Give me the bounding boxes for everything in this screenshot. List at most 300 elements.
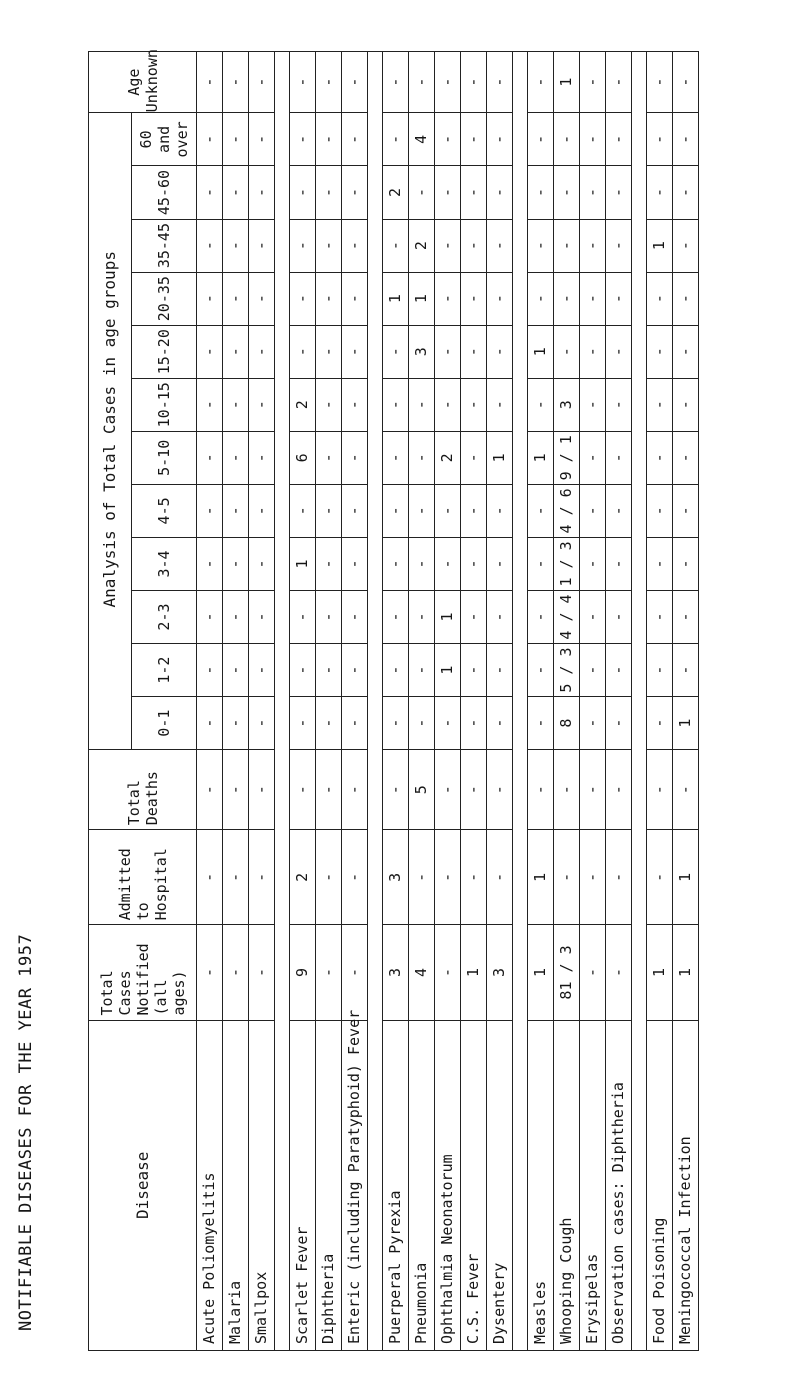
age-cell: - bbox=[342, 697, 368, 750]
age-cell: - bbox=[223, 219, 249, 272]
age-cell: - bbox=[249, 166, 275, 219]
age-cell: - bbox=[435, 52, 461, 113]
age-cell: - bbox=[435, 113, 461, 166]
table-row bbox=[487, 52, 513, 1351]
age-cell: - bbox=[647, 644, 673, 697]
table-row bbox=[383, 52, 409, 1351]
age-cell: - bbox=[606, 219, 632, 272]
age-cell: - bbox=[316, 644, 342, 697]
age-cell: 2 bbox=[290, 378, 316, 431]
age-cell: - bbox=[606, 697, 632, 750]
age-cell: - bbox=[580, 431, 606, 484]
age-cell: - bbox=[409, 644, 435, 697]
age-cell: 6 bbox=[290, 431, 316, 484]
deaths-cell: - bbox=[249, 750, 275, 830]
notified-cell: 3 bbox=[487, 925, 513, 1020]
age-cell: - bbox=[316, 537, 342, 590]
age-cell: - bbox=[528, 113, 554, 166]
notified-cell: - bbox=[342, 925, 368, 1020]
age-cell: - bbox=[673, 52, 699, 113]
age-cell: - bbox=[580, 484, 606, 537]
age-cell: - bbox=[461, 113, 487, 166]
age-cell: - bbox=[223, 166, 249, 219]
age-cell: - bbox=[342, 378, 368, 431]
age-cell: - bbox=[673, 431, 699, 484]
notified-cell: 4 bbox=[409, 925, 435, 1020]
age-cell: - bbox=[342, 325, 368, 378]
age-cell: - bbox=[580, 325, 606, 378]
age-cell: - bbox=[606, 113, 632, 166]
notified-cell: - bbox=[249, 925, 275, 1020]
age-cell: - bbox=[342, 537, 368, 590]
age-cell: - bbox=[580, 166, 606, 219]
admitted-cell: 3 bbox=[383, 830, 409, 925]
age-cell: - bbox=[647, 697, 673, 750]
disease-name: Smallpox bbox=[249, 1020, 275, 1350]
age-cell: - bbox=[461, 644, 487, 697]
age-cell: 3 bbox=[409, 325, 435, 378]
notified-cell: 3 bbox=[383, 925, 409, 1020]
age-cell: - bbox=[197, 431, 223, 484]
age-header: 1-2 bbox=[132, 644, 197, 697]
age-cell: - bbox=[580, 537, 606, 590]
admitted-cell: - bbox=[606, 830, 632, 925]
age-header: 20-35 bbox=[132, 272, 197, 325]
spacer-cell bbox=[632, 52, 647, 1351]
deaths-cell: - bbox=[290, 750, 316, 830]
age-cell: - bbox=[249, 378, 275, 431]
age-cell: - bbox=[554, 219, 580, 272]
age-cell: - bbox=[647, 272, 673, 325]
page-heading: NOTIFIABLE DISEASES FOR THE YEAR 1957 bbox=[16, 933, 36, 1331]
admitted-cell: - bbox=[197, 830, 223, 925]
age-header: 3-4 bbox=[132, 537, 197, 590]
age-cell: - bbox=[647, 590, 673, 643]
admitted-cell: - bbox=[435, 830, 461, 925]
age-cell: - bbox=[409, 484, 435, 537]
spacer-cell bbox=[275, 52, 290, 1351]
table-row bbox=[249, 52, 275, 1351]
admitted-cell: - bbox=[316, 830, 342, 925]
age-cell: - bbox=[647, 484, 673, 537]
age-cell: - bbox=[316, 52, 342, 113]
disease-name: Meningococcal Infection bbox=[673, 1020, 699, 1350]
age-cell: - bbox=[554, 166, 580, 219]
age-cell: 1 bbox=[435, 590, 461, 643]
age-cell: - bbox=[383, 537, 409, 590]
age-cell: - bbox=[528, 272, 554, 325]
age-header: 35-45 bbox=[132, 219, 197, 272]
age-cell: - bbox=[461, 272, 487, 325]
age-cell: - bbox=[487, 166, 513, 219]
age-cell: - bbox=[435, 537, 461, 590]
age-cell: - bbox=[342, 431, 368, 484]
deaths-cell: - bbox=[606, 750, 632, 830]
age-cell: - bbox=[461, 219, 487, 272]
age-cell: - bbox=[580, 590, 606, 643]
age-cell: - bbox=[461, 378, 487, 431]
age-cell: - bbox=[197, 52, 223, 113]
age-cell: - bbox=[197, 590, 223, 643]
age-cell: - bbox=[197, 378, 223, 431]
notified-header: Total Cases Notified (all ages) bbox=[89, 925, 197, 1020]
age-cell: - bbox=[673, 644, 699, 697]
age-cell: - bbox=[249, 113, 275, 166]
age-cell: - bbox=[461, 325, 487, 378]
disease-name: Pneumonia bbox=[409, 1020, 435, 1350]
table-row bbox=[316, 52, 342, 1351]
age-cell: - bbox=[673, 484, 699, 537]
deaths-cell: - bbox=[197, 750, 223, 830]
table-row bbox=[409, 52, 435, 1351]
admitted-cell: - bbox=[249, 830, 275, 925]
age-cell: - bbox=[554, 272, 580, 325]
table-row bbox=[647, 52, 673, 1351]
age-cell: 8 bbox=[554, 697, 580, 750]
spacer-row bbox=[632, 52, 647, 1351]
disease-name: Puerperal Pyrexia bbox=[383, 1020, 409, 1350]
admitted-cell: 1 bbox=[528, 830, 554, 925]
age-cell: - bbox=[290, 325, 316, 378]
notified-cell: 1 bbox=[461, 925, 487, 1020]
age-cell: 5 / 3 bbox=[554, 644, 580, 697]
deaths-cell: - bbox=[528, 750, 554, 830]
admitted-cell: - bbox=[647, 830, 673, 925]
age-cell: - bbox=[197, 219, 223, 272]
deaths-cell: - bbox=[580, 750, 606, 830]
age-cell: - bbox=[528, 697, 554, 750]
age-cell: - bbox=[383, 113, 409, 166]
age-cell: - bbox=[606, 272, 632, 325]
age-header: 10-15 bbox=[132, 378, 197, 431]
age-cell: - bbox=[249, 537, 275, 590]
admitted-cell: 2 bbox=[290, 830, 316, 925]
age-header: 0-1 bbox=[132, 697, 197, 750]
age-cell: - bbox=[223, 272, 249, 325]
age-cell: - bbox=[606, 325, 632, 378]
age-cell: - bbox=[342, 52, 368, 113]
notified-cell: - bbox=[223, 925, 249, 1020]
age-cell: - bbox=[223, 52, 249, 113]
spacer-cell bbox=[368, 52, 383, 1351]
spacer-row bbox=[368, 52, 383, 1351]
table-row bbox=[342, 52, 368, 1351]
age-header: 2-3 bbox=[132, 590, 197, 643]
admitted-cell: - bbox=[409, 830, 435, 925]
deaths-cell: - bbox=[647, 750, 673, 830]
age-cell: - bbox=[580, 52, 606, 113]
disease-name: Whooping Cough bbox=[554, 1020, 580, 1350]
age-cell: - bbox=[223, 590, 249, 643]
age-cell: - bbox=[580, 378, 606, 431]
age-cell: - bbox=[197, 484, 223, 537]
notified-cell: 9 bbox=[290, 925, 316, 1020]
age-cell: - bbox=[647, 325, 673, 378]
age-cell: - bbox=[342, 484, 368, 537]
age-cell: 1 bbox=[409, 272, 435, 325]
age-cell: - bbox=[554, 113, 580, 166]
age-cell: - bbox=[249, 219, 275, 272]
age-cell: - bbox=[487, 52, 513, 113]
age-cell: - bbox=[197, 325, 223, 378]
admitted-cell: - bbox=[342, 830, 368, 925]
age-cell: - bbox=[647, 378, 673, 431]
age-cell: - bbox=[580, 697, 606, 750]
notified-cell: - bbox=[316, 925, 342, 1020]
age-cell: - bbox=[647, 113, 673, 166]
age-cell: - bbox=[316, 113, 342, 166]
age-cell: - bbox=[606, 484, 632, 537]
age-cell: - bbox=[528, 484, 554, 537]
age-cell: 4 / 4 bbox=[554, 590, 580, 643]
age-cell: - bbox=[383, 431, 409, 484]
age-cell: - bbox=[223, 325, 249, 378]
age-cell: - bbox=[409, 590, 435, 643]
age-cell: - bbox=[249, 325, 275, 378]
age-header: 15-20 bbox=[132, 325, 197, 378]
disease-name: Malaria bbox=[223, 1020, 249, 1350]
age-cell: 1 bbox=[647, 219, 673, 272]
age-cell: - bbox=[249, 52, 275, 113]
age-cell: - bbox=[606, 378, 632, 431]
age-cell: 1 / 3 bbox=[554, 537, 580, 590]
notified-cell: - bbox=[197, 925, 223, 1020]
age-cell: - bbox=[673, 590, 699, 643]
age-cell: - bbox=[487, 644, 513, 697]
age-cell: - bbox=[290, 113, 316, 166]
age-cell: - bbox=[223, 537, 249, 590]
age-cell: - bbox=[197, 272, 223, 325]
age-cell: 2 bbox=[409, 219, 435, 272]
age-cell: 1 bbox=[435, 644, 461, 697]
age-cell: - bbox=[606, 431, 632, 484]
age-cell: 1 bbox=[290, 537, 316, 590]
age-cell: - bbox=[435, 219, 461, 272]
age-cell: - bbox=[316, 590, 342, 643]
age-cell: - bbox=[528, 166, 554, 219]
age-cell: - bbox=[435, 325, 461, 378]
age-cell: - bbox=[316, 484, 342, 537]
age-cell: - bbox=[383, 219, 409, 272]
age-cell: - bbox=[528, 590, 554, 643]
deaths-cell: 5 bbox=[409, 750, 435, 830]
age-cell: - bbox=[342, 113, 368, 166]
age-cell: - bbox=[580, 113, 606, 166]
notified-cell: 1 bbox=[647, 925, 673, 1020]
age-cell: - bbox=[435, 484, 461, 537]
age-cell: - bbox=[409, 166, 435, 219]
age-cell: - bbox=[197, 166, 223, 219]
age-cell: - bbox=[342, 166, 368, 219]
age-cell: - bbox=[487, 484, 513, 537]
notified-cell: 81 / 3 bbox=[554, 925, 580, 1020]
age-cell: - bbox=[528, 52, 554, 113]
age-cell: - bbox=[249, 697, 275, 750]
age-cell: - bbox=[528, 644, 554, 697]
age-header: 5-10 bbox=[132, 431, 197, 484]
age-cell: - bbox=[647, 537, 673, 590]
age-cell: - bbox=[316, 272, 342, 325]
age-cell: - bbox=[342, 219, 368, 272]
disease-name: Measles bbox=[528, 1020, 554, 1350]
age-cell: - bbox=[528, 219, 554, 272]
age-cell: - bbox=[383, 484, 409, 537]
table-row bbox=[290, 52, 316, 1351]
disease-name: Scarlet Fever bbox=[290, 1020, 316, 1350]
age-cell: - bbox=[461, 484, 487, 537]
age-cell: 2 bbox=[383, 166, 409, 219]
notifiable-diseases-table bbox=[88, 51, 699, 1351]
age-cell: 1 bbox=[487, 431, 513, 484]
age-cell: - bbox=[435, 272, 461, 325]
age-cell: - bbox=[673, 166, 699, 219]
age-cell: - bbox=[290, 219, 316, 272]
age-cell: - bbox=[435, 378, 461, 431]
disease-header: Disease bbox=[89, 1020, 197, 1350]
disease-name: Erysipelas bbox=[580, 1020, 606, 1350]
age-cell: - bbox=[487, 272, 513, 325]
age-header: 45-60 bbox=[132, 166, 197, 219]
table-row bbox=[580, 52, 606, 1351]
age-cell: - bbox=[461, 697, 487, 750]
age-cell: - bbox=[383, 590, 409, 643]
deaths-cell: - bbox=[461, 750, 487, 830]
age-cell: - bbox=[223, 484, 249, 537]
age-cell: - bbox=[606, 644, 632, 697]
age-cell: - bbox=[409, 697, 435, 750]
age-cell: - bbox=[290, 697, 316, 750]
table-row bbox=[461, 52, 487, 1351]
age-header: 60 and over bbox=[132, 113, 197, 166]
age-cell: - bbox=[316, 697, 342, 750]
age-cell: - bbox=[487, 378, 513, 431]
age-cell: 1 bbox=[383, 272, 409, 325]
disease-name: C.S. Fever bbox=[461, 1020, 487, 1350]
age-cell: - bbox=[223, 644, 249, 697]
age-cell: - bbox=[606, 590, 632, 643]
age-cell: - bbox=[316, 166, 342, 219]
age-cell: - bbox=[223, 431, 249, 484]
age-cell: - bbox=[409, 378, 435, 431]
age-cell: - bbox=[580, 272, 606, 325]
table-row bbox=[223, 52, 249, 1351]
age-cell: - bbox=[487, 697, 513, 750]
age-cell: - bbox=[673, 537, 699, 590]
admitted-cell: - bbox=[223, 830, 249, 925]
spacer-cell bbox=[513, 52, 528, 1351]
age-cell: 1 bbox=[528, 431, 554, 484]
table-row bbox=[528, 52, 554, 1351]
age-cell: - bbox=[249, 590, 275, 643]
age-cell: - bbox=[290, 590, 316, 643]
age-cell: - bbox=[673, 113, 699, 166]
age-cell: - bbox=[673, 219, 699, 272]
age-cell: - bbox=[647, 166, 673, 219]
age-cell: 1 bbox=[528, 325, 554, 378]
age-cell: - bbox=[342, 644, 368, 697]
admitted-cell: - bbox=[487, 830, 513, 925]
age-cell: - bbox=[290, 484, 316, 537]
disease-name: Food Poisoning bbox=[647, 1020, 673, 1350]
age-cell: - bbox=[435, 697, 461, 750]
age-cell: - bbox=[606, 52, 632, 113]
age-group-header: Analysis of Total Cases in age groups bbox=[89, 113, 132, 750]
deaths-cell: - bbox=[316, 750, 342, 830]
age-cell: - bbox=[383, 697, 409, 750]
deaths-cell: - bbox=[673, 750, 699, 830]
age-cell: - bbox=[383, 52, 409, 113]
age-cell: - bbox=[647, 52, 673, 113]
age-cell: - bbox=[487, 113, 513, 166]
age-cell: - bbox=[223, 697, 249, 750]
age-cell: - bbox=[409, 52, 435, 113]
age-cell: - bbox=[342, 590, 368, 643]
disease-name: Acute Poliomyelitis bbox=[197, 1020, 223, 1350]
age-cell: - bbox=[528, 537, 554, 590]
age-cell: - bbox=[673, 325, 699, 378]
age-cell: - bbox=[528, 378, 554, 431]
notified-cell: - bbox=[580, 925, 606, 1020]
age-cell: - bbox=[316, 325, 342, 378]
age-cell: - bbox=[223, 113, 249, 166]
deaths-cell: - bbox=[554, 750, 580, 830]
notified-cell: 1 bbox=[673, 925, 699, 1020]
age-cell: - bbox=[249, 431, 275, 484]
deaths-cell: - bbox=[435, 750, 461, 830]
admitted-cell: - bbox=[580, 830, 606, 925]
age-cell: - bbox=[316, 378, 342, 431]
age-cell: - bbox=[197, 697, 223, 750]
age-cell: - bbox=[487, 537, 513, 590]
age-cell: 3 bbox=[554, 378, 580, 431]
table-row bbox=[554, 52, 580, 1351]
age-cell: - bbox=[342, 272, 368, 325]
age-cell: - bbox=[197, 537, 223, 590]
age-cell: - bbox=[197, 113, 223, 166]
age-cell: 2 bbox=[435, 431, 461, 484]
age-cell: 4 bbox=[409, 113, 435, 166]
age-cell: - bbox=[435, 166, 461, 219]
age-cell: - bbox=[409, 537, 435, 590]
age-cell: - bbox=[673, 272, 699, 325]
age-cell: - bbox=[316, 219, 342, 272]
deaths-cell: - bbox=[383, 750, 409, 830]
age-header: 4-5 bbox=[132, 484, 197, 537]
age-cell: - bbox=[461, 52, 487, 113]
admitted-cell: 1 bbox=[673, 830, 699, 925]
age-cell: - bbox=[461, 166, 487, 219]
age-cell: - bbox=[249, 484, 275, 537]
table-row bbox=[673, 52, 699, 1351]
age-cell: - bbox=[461, 537, 487, 590]
deaths-cell: - bbox=[487, 750, 513, 830]
age-cell: - bbox=[487, 590, 513, 643]
age-cell: - bbox=[461, 590, 487, 643]
disease-name: Dysentery bbox=[487, 1020, 513, 1350]
notified-cell: - bbox=[435, 925, 461, 1020]
table-row bbox=[435, 52, 461, 1351]
age-cell: - bbox=[290, 272, 316, 325]
age-cell: - bbox=[249, 272, 275, 325]
age-header-unknown: Age Unknown bbox=[89, 52, 197, 113]
table-row bbox=[606, 52, 632, 1351]
age-cell: 1 bbox=[673, 697, 699, 750]
age-cell: - bbox=[673, 378, 699, 431]
deaths-cell: - bbox=[223, 750, 249, 830]
age-cell: - bbox=[461, 431, 487, 484]
table-row bbox=[197, 52, 223, 1351]
age-cell: - bbox=[647, 431, 673, 484]
